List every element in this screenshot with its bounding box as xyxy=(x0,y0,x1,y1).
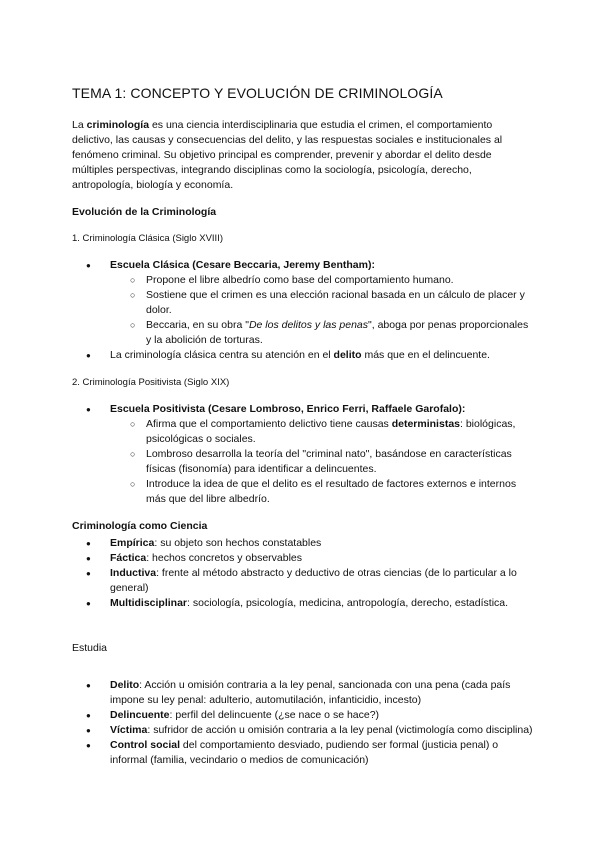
list-item: ○ Sostiene que el crimen es una elección racional basada en un cálculo de placer y dolor. xyxy=(72,288,534,318)
list-item: ● Víctima: sufridor de acción u omisión contraria a la ley penal (victimología como disciplina) xyxy=(72,723,534,738)
page-title: TEMA 1: CONCEPTO Y EVOLUCIÓN DE CRIMINOLOGÍA xyxy=(72,85,443,101)
list-item: ○ Introduce la idea de que el delito es el resultado de factores externos e internos más que del libre albedrío. xyxy=(72,477,534,507)
studies-heading: Estudia xyxy=(72,642,108,654)
list-item: ● Control social del comportamiento desviado, pudiendo ser formal (justicia penal) o informal (familia, vecindario o medios de comunicación) xyxy=(72,738,534,768)
positivist-subheading: 2. Criminología Positivista (Siglo XIX) xyxy=(72,377,230,388)
list-item xyxy=(72,258,534,273)
intro-paragraph: La criminología es una ciencia interdisciplinaria que estudia el crimen, el comportamiento delictivo, las causas y consecuencias del delito, y las respuestas sociales e institucionales al fenómeno criminal. Su objetivo principal es comprender, prevenir y abordar el delito desde múltiples perspectivas, integrando disciplinas como la sociología, psicología, derecho, antropología, biología y economía. xyxy=(72,119,503,191)
document-page xyxy=(72,84,534,768)
studies-list xyxy=(72,678,534,768)
list-item: ● Inductiva: frente al método abstracto y deductivo de otras ciencias (de lo particular a lo general) xyxy=(72,566,534,596)
list-item: ● Fáctica: hechos concretos y observables xyxy=(72,551,534,566)
science-list xyxy=(72,536,534,611)
positivist-list xyxy=(72,402,534,507)
classical-subheading: 1. Criminología Clásica (Siglo XVIII) xyxy=(72,233,223,244)
science-heading: Criminología como Ciencia xyxy=(72,520,208,532)
evolution-heading: Evolución de la Criminología xyxy=(72,206,217,218)
list-item: ● Multidisciplinar: sociología, psicología, medicina, antropología, derecho, estadística. xyxy=(72,596,534,611)
list-item: ● Delito: Acción u omisión contraria a la ley penal, sancionada con una pena (cada país impone su ley penal: adulterio, automutilación, infanticidio, incesto) xyxy=(72,678,534,708)
positivist-school: Escuela Positivista (Cesare Lombroso, Enrico Ferri, Raffaele Garofalo): xyxy=(110,403,466,415)
intro-term: criminología xyxy=(86,119,150,131)
work-title: De los delitos y las penas xyxy=(248,319,369,331)
list-item: ○ Propone el libre albedrío como base del comportamiento humano. xyxy=(72,273,534,288)
classical-school: Escuela Clásica (Cesare Beccaria, Jeremy Bentham): xyxy=(110,259,375,271)
list-item: ○ Beccaria, en su obra "De los delitos y las penas", aboga por penas proporcionales y la abolición de torturas. xyxy=(72,318,534,348)
list-item: ○ Lombroso desarrolla la teoría del "criminal nato", basándose en características físicas (fisonomía) para identificar a delincuentes. xyxy=(72,447,534,477)
list-item: ● Empírica: su objeto son hechos constatables xyxy=(72,536,534,551)
list-item xyxy=(72,402,534,417)
list-item: ○ Afirma que el comportamiento delictivo tiene causas deterministas: biológicas, psicológicas o sociales. xyxy=(72,417,534,447)
list-item: ● Delincuente: perfil del delincuente (¿se nace o se hace?) xyxy=(72,708,534,723)
classical-list xyxy=(72,258,534,363)
list-item: ● La criminología clásica centra su atención en el delito más que en el delincuente. xyxy=(72,348,534,363)
